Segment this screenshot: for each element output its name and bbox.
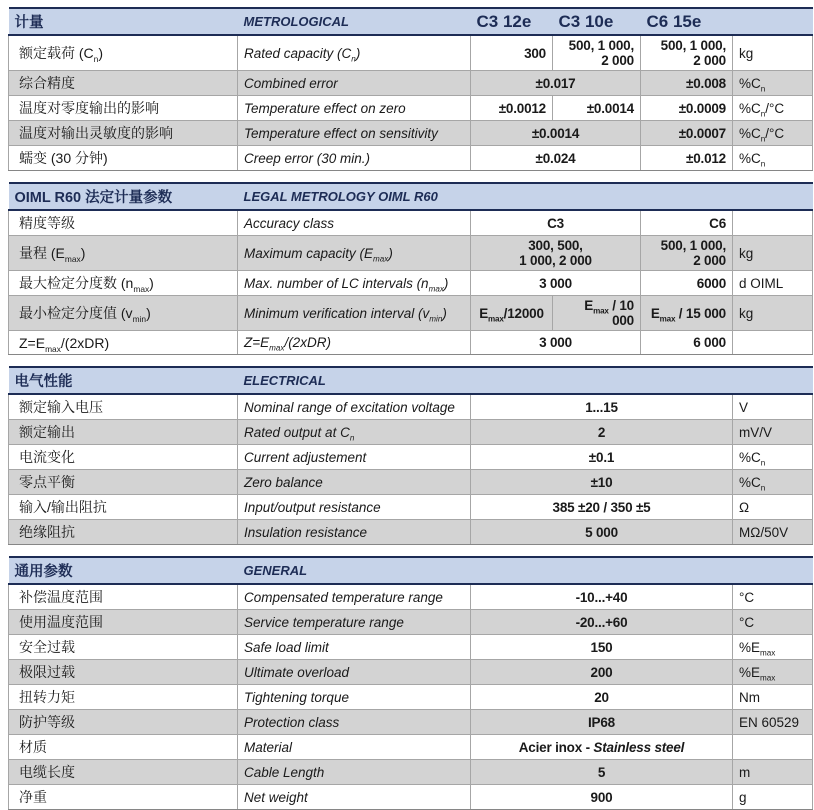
value-cell: 2: [471, 420, 733, 445]
row-label-zh: 温度对输出灵敏度的影响: [9, 121, 238, 146]
table-row: [9, 96, 813, 121]
value-cell: $E_{max} / 10$ 000: [553, 296, 641, 331]
value-cell: 6000: [641, 271, 733, 296]
section-title-zh: 计量: [9, 8, 238, 35]
table-row: [9, 685, 813, 710]
value-cell: 500, 1 000, 2 000: [641, 236, 733, 271]
unit-cell: EN 60529: [733, 710, 813, 735]
row-label-en: Material: [238, 735, 471, 760]
unit-cell: kg: [733, 236, 813, 271]
table-row: [9, 584, 813, 610]
unit-cell: kg: [733, 296, 813, 331]
unit-cell: °C: [733, 610, 813, 635]
unit-cell: $\%C_n$: [733, 470, 813, 495]
row-label-zh: 额定输入电压: [9, 394, 238, 420]
table-row: [9, 470, 813, 495]
table-row: [9, 445, 813, 470]
value-cell: 300: [471, 35, 553, 71]
value-cell: ±0.0009: [641, 96, 733, 121]
value-cell: 3 000: [471, 331, 641, 355]
value-cell: 6 000: [641, 331, 733, 355]
row-label-en: Temperature effect on zero: [238, 96, 471, 121]
section-table-metrological: [8, 7, 813, 171]
table-row: [9, 760, 813, 785]
unit-cell: kg: [733, 35, 813, 71]
value-cell: 3 000: [471, 271, 641, 296]
model-column-header: C3 12e: [471, 8, 553, 35]
row-label-en: Combined error: [238, 71, 471, 96]
row-label-en: Minimum verification interval $(v_{min})$: [238, 296, 471, 331]
unit-cell: $\%E_{max}$: [733, 660, 813, 685]
row-label-en: Insulation resistance: [238, 520, 471, 545]
row-label-en: $Z=E_{max}/(2xDR)$: [238, 331, 471, 355]
table-row: [9, 495, 813, 520]
table-row: [9, 394, 813, 420]
value-cell: 5 000: [471, 520, 733, 545]
value-cell: IP68: [471, 710, 733, 735]
row-label-en: Nominal range of excitation voltage: [238, 394, 471, 420]
section-table-general: [8, 556, 813, 810]
section-header-legal-metrology-oiml-r60: [9, 183, 813, 210]
section-title-zh: 电气性能: [9, 367, 238, 394]
table-row: [9, 331, 813, 355]
unit-cell: Nm: [733, 685, 813, 710]
value-cell: ±10: [471, 470, 733, 495]
value-cell: -20...+60: [471, 610, 733, 635]
unit-cell: $\%E_{max}$: [733, 635, 813, 660]
value-cell: ±0.024: [471, 146, 641, 171]
row-label-zh: 精度等级: [9, 210, 238, 236]
value-cell: ±0.017: [471, 71, 641, 96]
table-row: [9, 660, 813, 685]
row-label-en: Zero balance: [238, 470, 471, 495]
value-cell: $E_{max}/12000$: [471, 296, 553, 331]
row-label-en: Current adjustement: [238, 445, 471, 470]
table-row: [9, 35, 813, 71]
value-cell: ±0.0014: [553, 96, 641, 121]
unit-cell: V: [733, 394, 813, 420]
value-cell: 1...15: [471, 394, 733, 420]
value-cell: 5: [471, 760, 733, 785]
value-cell: $E_{max} / 15$ 000: [641, 296, 733, 331]
value-cell: ±0.0012: [471, 96, 553, 121]
row-label-en: Maximum capacity $(E_{max})$: [238, 236, 471, 271]
row-label-en: Protection class: [238, 710, 471, 735]
row-label-en: Compensated temperature range: [238, 584, 471, 610]
section-table-legal-metrology-oiml-r60: [8, 182, 813, 355]
section-header-electrical: [9, 367, 813, 394]
table-row: [9, 635, 813, 660]
row-label-zh: 极限过载: [9, 660, 238, 685]
value-cell: ±0.1: [471, 445, 733, 470]
unit-cell: $\%C_n/^\circ C$: [733, 96, 813, 121]
row-label-en: Safe load limit: [238, 635, 471, 660]
section-table-electrical: [8, 366, 813, 545]
unit-cell: m: [733, 760, 813, 785]
unit-cell: Ω: [733, 495, 813, 520]
row-label-zh: $Z=E_{max}/(2xDR)$: [9, 331, 238, 355]
unit-column-header: [733, 8, 813, 35]
row-label-zh: 输入/输出阻抗: [9, 495, 238, 520]
table-row: [9, 121, 813, 146]
value-cell: ±0.0014: [471, 121, 641, 146]
value-cell: ±0.012: [641, 146, 733, 171]
value-cell: C3: [471, 210, 641, 236]
table-row: [9, 735, 813, 760]
section-title-zh: 通用参数: [9, 557, 238, 584]
unit-cell: [733, 331, 813, 355]
row-label-en: Ultimate overload: [238, 660, 471, 685]
row-label-zh: 电缆长度: [9, 760, 238, 785]
row-label-zh: 最大检定分度数 $(n_{max})$: [9, 271, 238, 296]
row-label-zh: 补偿温度范围: [9, 584, 238, 610]
row-label-zh: 电流变化: [9, 445, 238, 470]
model-column-header: C6 15e: [641, 8, 733, 35]
unit-cell: [733, 735, 813, 760]
section-header-metrological: [9, 8, 813, 35]
row-label-en: Rated output at $C_n$: [238, 420, 471, 445]
row-label-en: Accuracy class: [238, 210, 471, 236]
row-label-en: Tightening torque: [238, 685, 471, 710]
unit-cell: $\%C_n$: [733, 445, 813, 470]
row-label-en: Max. number of LC intervals $(n_{max})$: [238, 271, 471, 296]
unit-cell: MΩ/50V: [733, 520, 813, 545]
table-row: [9, 271, 813, 296]
value-cell: 150: [471, 635, 733, 660]
table-row: [9, 520, 813, 545]
section-title-en: ELECTRICAL: [238, 367, 813, 394]
unit-cell: $\%C_n$: [733, 146, 813, 171]
row-label-zh: 扭转力矩: [9, 685, 238, 710]
section-header-general: [9, 557, 813, 584]
table-row: [9, 610, 813, 635]
section-title-en: GENERAL: [238, 557, 813, 584]
section-title-en: METROLOGICAL: [238, 8, 471, 35]
unit-cell: [733, 210, 813, 236]
row-label-en: Temperature effect on sensitivity: [238, 121, 471, 146]
unit-cell: $\%C_n$: [733, 71, 813, 96]
unit-cell: d OIML: [733, 271, 813, 296]
row-label-zh: 零点平衡: [9, 470, 238, 495]
table-row: [9, 296, 813, 331]
value-cell: ±0.0007: [641, 121, 733, 146]
row-label-zh: 净重: [9, 785, 238, 810]
row-label-en: Rated capacity $(C_n)$: [238, 35, 471, 71]
row-label-zh: 绝缘阻抗: [9, 520, 238, 545]
row-label-zh: 使用温度范围: [9, 610, 238, 635]
table-row: [9, 146, 813, 171]
row-label-zh: 最小检定分度值 $(v_{min})$: [9, 296, 238, 331]
unit-cell: g: [733, 785, 813, 810]
row-label-zh: 量程 $(E_{max})$: [9, 236, 238, 271]
section-title-zh: OIML R60 法定计量参数: [9, 183, 238, 210]
row-label-zh: 额定载荷 $(C_n)$: [9, 35, 238, 71]
row-label-zh: 材质: [9, 735, 238, 760]
value-cell: C6: [641, 210, 733, 236]
value-cell: 900: [471, 785, 733, 810]
model-column-header: C3 10e: [553, 8, 641, 35]
value-cell: -10...+40: [471, 584, 733, 610]
unit-cell: mV/V: [733, 420, 813, 445]
value-cell: 500, 1 000, 2 000: [553, 35, 641, 71]
value-cell: 200: [471, 660, 733, 685]
table-row: [9, 71, 813, 96]
table-row: [9, 236, 813, 271]
row-label-zh: 综合精度: [9, 71, 238, 96]
table-row: [9, 210, 813, 236]
row-label-zh: 安全过载: [9, 635, 238, 660]
table-row: [9, 785, 813, 810]
row-label-zh: 温度对零度输出的影响: [9, 96, 238, 121]
row-label-zh: 防护等级: [9, 710, 238, 735]
row-label-en: Input/output resistance: [238, 495, 471, 520]
table-row: [9, 710, 813, 735]
value-cell: ±0.008: [641, 71, 733, 96]
row-label-en: Creep error (30 min.): [238, 146, 471, 171]
value-cell: 300, 500, 1 000, 2 000: [471, 236, 641, 271]
row-label-en: Service temperature range: [238, 610, 471, 635]
value-cell: Acier inox - Stainless steel: [471, 735, 733, 760]
value-cell: 500, 1 000, 2 000: [641, 35, 733, 71]
row-label-en: Net weight: [238, 785, 471, 810]
unit-cell: $\%C_n/^\circ C$: [733, 121, 813, 146]
row-label-zh: 额定输出: [9, 420, 238, 445]
row-label-zh: 蠕变 (30 分钟): [9, 146, 238, 171]
table-row: [9, 420, 813, 445]
section-title-en: LEGAL METROLOGY OIML R60: [238, 183, 813, 210]
row-label-en: Cable Length: [238, 760, 471, 785]
value-cell: 385 ±20 / 350 ±5: [471, 495, 733, 520]
value-cell: 20: [471, 685, 733, 710]
unit-cell: °C: [733, 584, 813, 610]
